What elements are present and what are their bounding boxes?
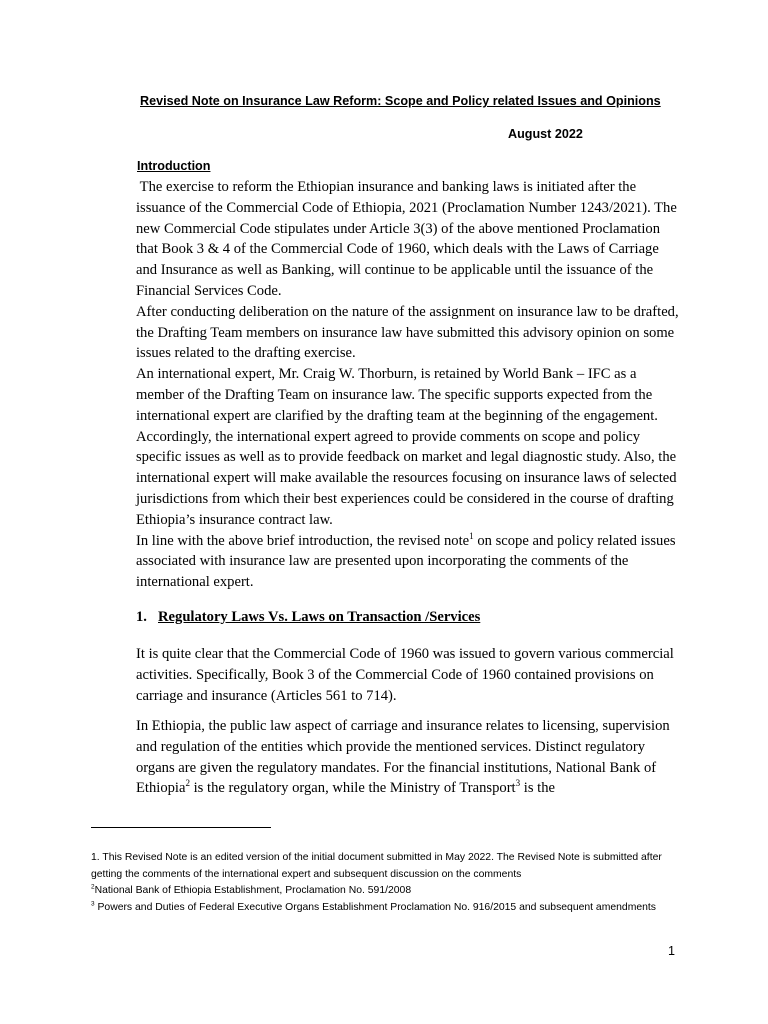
footnote-mark: 2 — [91, 883, 95, 891]
intro-last-text-end: on scope and policy related issues associated with insurance law are presented upon incorporating the comments of the international expert. — [136, 532, 676, 591]
footnote-text: National Bank of Ethiopia Establishment, Proclamation No. 591/2008 — [94, 885, 412, 896]
intro-last-text-start: In line with the above brief introduction, the revised note — [136, 532, 470, 549]
footnote-text: Powers and Duties of Federal Executive Organs Establishment Proclamation No. 916/2015 and subsequent amendments — [94, 901, 657, 913]
intro-paragraph: An international expert, Mr. Craig W. Thorburn, is retained by World Bank – IFC as a member of the Drafting Team on insurance law. The specific supports expected from the international expert are clarified by the drafting team at the beginning of the engagement. Accordingly, the international expert agreed to provide comments on scope and policy specific issues as well as to provide feedback on market and legal diagnostic study. Also, the international expert will make available the resources focusing on insurance laws of selected jurisdictions from which their best experiences could be considered in the course of drafting Ethiopia’s insurance contract law. — [136, 366, 677, 528]
footnote-text: 1. This Revised Note is an edited version of the initial document submitted in May 2022. The Revised Note is submitted after getting the comments of the international expert and subsequent discussion on the comments — [91, 852, 662, 880]
footnote-ref-1[interactable]: 1 — [469, 530, 474, 541]
intro-paragraph: After conducting deliberation on the nature of the assignment on insurance law to be drafted, the Drafting Team members on insurance law have submitted this advisory opinion on some issues related to the drafting exercise. — [136, 303, 679, 362]
footnote-3 — [91, 900, 671, 917]
footnote-mark: 3 — [91, 900, 95, 908]
footnote-separator — [91, 827, 271, 828]
document-date: August 2022 — [508, 127, 583, 141]
intro-paragraph-last — [136, 531, 682, 593]
paragraph-text: is the — [520, 780, 556, 797]
footnote-1 — [91, 850, 671, 883]
intro-paragraph: The exercise to reform the Ethiopian insurance and banking laws is initiated after the issuance of the Commercial Code of Ethiopia, 2021 (Proclamation Number 1243/2021). The new Commercial Code stipulates under Article 3(3) of the above mentioned Proclamation that Book 3 & 4 of the Commercial Code of 1960, which deals with the Laws of Carriage and Insurance as well as Banking, will continue to be applicable until the issuance of the Financial Services Code. — [136, 179, 681, 299]
footnote-2 — [91, 883, 671, 900]
footnotes — [91, 850, 671, 916]
section-1-heading — [136, 609, 480, 626]
section-title: Regulatory Laws Vs. Laws on Transaction /Services — [158, 609, 481, 625]
section-1-paragraph-2 — [136, 716, 682, 799]
section-1-paragraph-1: It is quite clear that the Commercial Code of 1960 was issued to govern various commercial activities. Specifically, Book 3 of the Commercial Code of 1960 contained provisions on carriage and insurance (Articles 561 to 714). — [136, 646, 674, 704]
footnote-ref-3[interactable]: 3 — [515, 778, 521, 789]
document-title: Revised Note on Insurance Law Reform: Scope and Policy related Issues and Opinions — [140, 94, 661, 108]
page-number: 1 — [668, 944, 676, 958]
paragraph-text: In Ethiopia, the public law aspect of carriage and insurance relates to licensing, supervision and regulation of the entities which provide the mentioned services. Distinct regulatory organs are given the regulatory mandates. For the financial institutions, National Bank of Ethiopia — [136, 718, 670, 797]
introduction-body — [136, 177, 682, 593]
paragraph-text: is the regulatory organ, while the Ministry of Transport — [189, 780, 516, 797]
introduction-heading: Introduction — [137, 159, 211, 173]
footnote-ref-2[interactable]: 2 — [185, 778, 190, 789]
section-number: 1. — [136, 609, 147, 625]
